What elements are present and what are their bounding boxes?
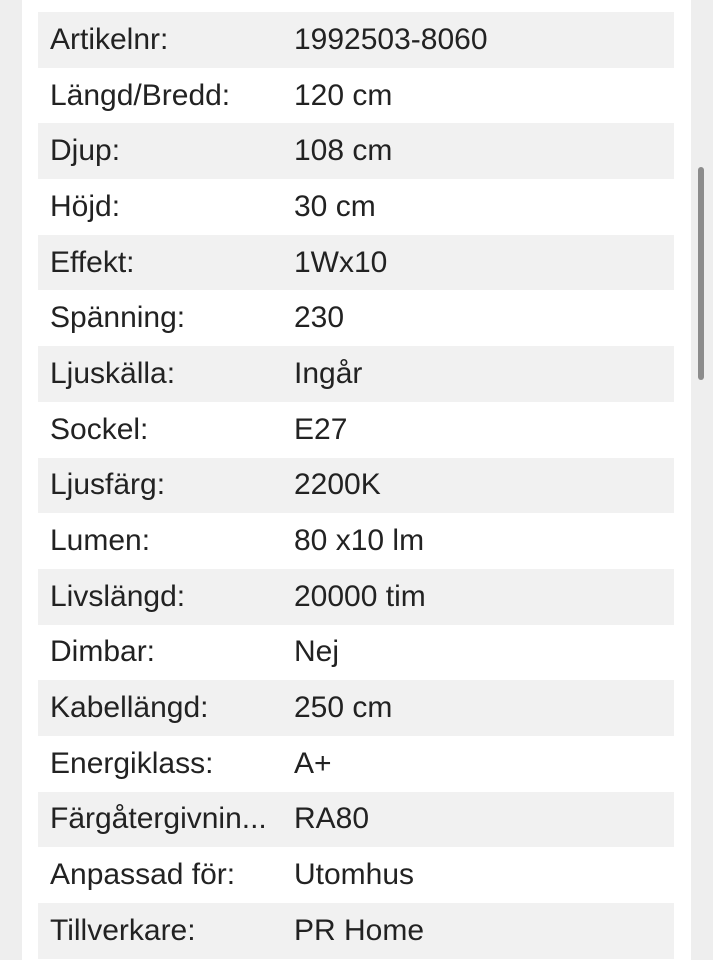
spec-value: E27 (294, 412, 348, 446)
spec-value: Ingår (294, 356, 363, 390)
spec-label: Djup: (50, 134, 121, 168)
spec-label: Färgåtergivnin... (50, 802, 267, 836)
spec-value: 230 (294, 301, 345, 335)
spec-value: RA80 (294, 802, 370, 836)
spec-value: 30 cm (294, 189, 376, 223)
spec-value: Utomhus (294, 858, 415, 892)
spec-value: 2200K (294, 468, 381, 502)
spec-label: Livslängd: (50, 579, 186, 613)
spec-row-hojd (38, 179, 674, 235)
spec-row-artikelnr (38, 12, 674, 68)
spec-value: Nej (294, 635, 340, 669)
spec-label: Lumen: (50, 524, 151, 558)
spec-label: Effekt: (50, 245, 135, 279)
spec-value: A+ (294, 746, 332, 780)
spec-row-fargatergivning (38, 792, 674, 848)
spec-label: Tillverkare: (50, 913, 196, 947)
spec-row-tillverkare (38, 903, 674, 959)
spec-row-anpassad-for (38, 847, 674, 903)
spec-label: Höjd: (50, 189, 121, 223)
spec-value: 1Wx10 (294, 245, 388, 279)
spec-row-effekt (38, 235, 674, 291)
spec-row-langd-bredd (38, 68, 674, 124)
spec-row-livslangd (38, 569, 674, 625)
spec-value: 108 cm (294, 134, 393, 168)
spec-value: 20000 tim (294, 579, 426, 613)
spec-value: 80 x10 lm (294, 524, 425, 558)
spec-value: PR Home (294, 913, 425, 947)
spec-row-ljusfarg (38, 458, 674, 514)
spec-label: Längd/Bredd: (50, 78, 231, 112)
spec-row-sockel (38, 402, 674, 458)
spec-row-kabellangd (38, 680, 674, 736)
spec-label: Anpassad för: (50, 858, 236, 892)
spec-value: 250 cm (294, 691, 393, 725)
spec-row-ljuskalla (38, 346, 674, 402)
spec-label: Spänning: (50, 301, 186, 335)
spec-value: 1992503-8060 (294, 22, 488, 56)
spec-row-spanning (38, 290, 674, 346)
spec-label: Kabellängd: (50, 691, 209, 725)
spec-row-lumen (38, 513, 674, 569)
spec-label: Ljuskälla: (50, 356, 176, 390)
spec-row-djup (38, 123, 674, 179)
spec-row-energiklass (38, 736, 674, 792)
product-specs-panel (22, 0, 691, 960)
spec-label: Sockel: (50, 412, 149, 446)
spec-table (38, 12, 674, 959)
vertical-scrollbar[interactable] (698, 167, 704, 380)
spec-label: Dimbar: (50, 635, 156, 669)
spec-label: Ljusfärg: (50, 468, 166, 502)
spec-value: 120 cm (294, 78, 393, 112)
spec-label: Energiklass: (50, 746, 214, 780)
spec-row-dimbar (38, 625, 674, 681)
spec-label: Artikelnr: (50, 22, 169, 56)
